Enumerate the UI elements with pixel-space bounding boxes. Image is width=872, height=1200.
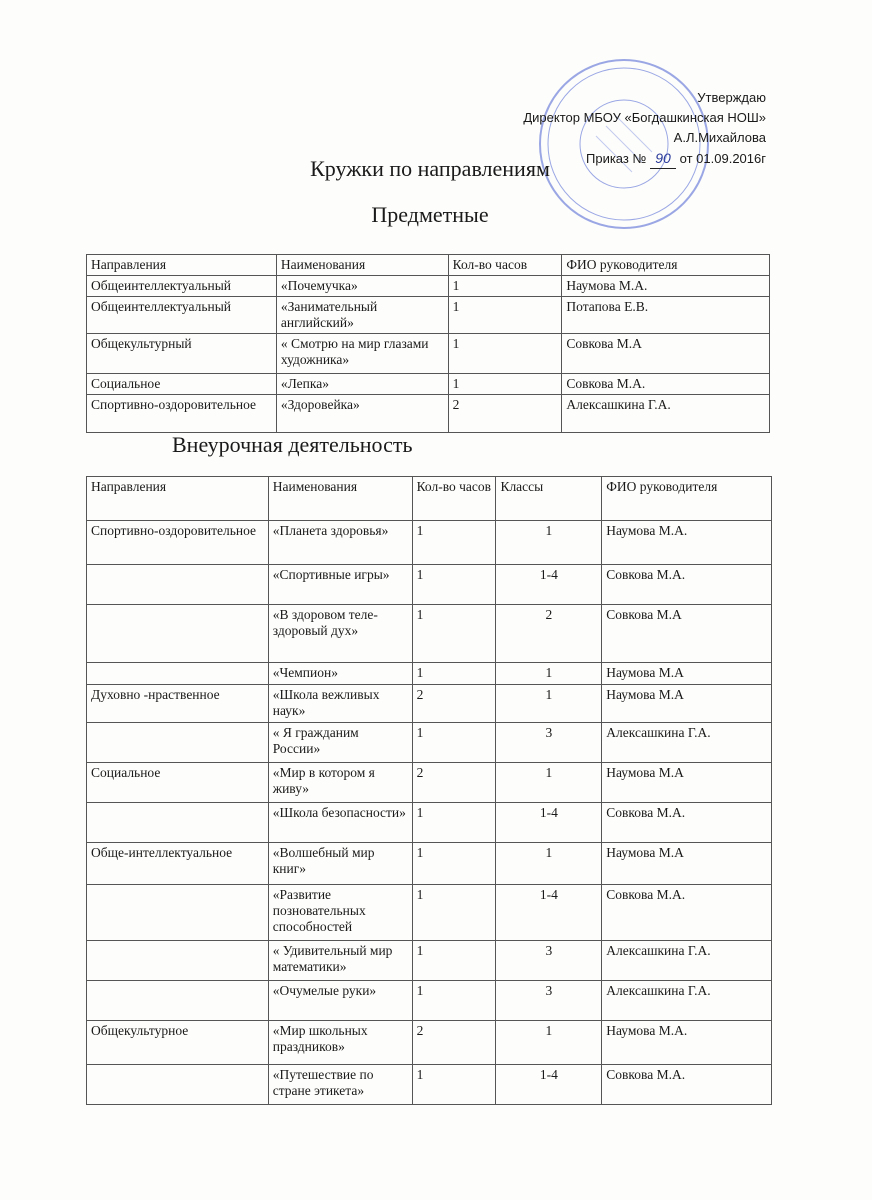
table-cell: Совкова М.А: [562, 334, 770, 374]
table-cell: « Я гражданим России»: [268, 723, 412, 763]
table-cell: Наумова М.А: [602, 685, 772, 723]
table-row: [87, 941, 772, 981]
table-row: [87, 663, 772, 685]
table-row: [87, 763, 772, 803]
table-cell: «Чемпион»: [268, 663, 412, 685]
header-hours: Кол-во часов: [448, 255, 562, 276]
table-cell: Потапова Е.В.: [562, 297, 770, 334]
approval-line-3: А.Л.Михайлова: [673, 130, 766, 145]
table-cell: Совкова М.А.: [562, 374, 770, 395]
table-cell: Алексашкина Г.А.: [602, 981, 772, 1021]
table-cell: 2: [496, 605, 602, 663]
table-row: [87, 374, 770, 395]
table-row: [87, 297, 770, 334]
table-cell: Совкова М.А.: [602, 803, 772, 843]
table-cell: 1: [412, 605, 496, 663]
table-cell: Социальное: [87, 374, 277, 395]
header-leader: ФИО руководителя: [602, 477, 772, 521]
table-cell: 1: [412, 663, 496, 685]
table-cell: [87, 941, 269, 981]
table-row: [87, 843, 772, 885]
table-cell: Совкова М.А.: [602, 565, 772, 605]
table-cell: Алексашкина Г.А.: [562, 395, 770, 433]
table-cell: Спортивно-оздоровительное: [87, 395, 277, 433]
table-row: [87, 565, 772, 605]
header-leader: ФИО руководителя: [562, 255, 770, 276]
table-row: [87, 605, 772, 663]
header-direction: Направления: [87, 255, 277, 276]
table-row: [87, 1065, 772, 1105]
table-cell: «Мир школьных праздников»: [268, 1021, 412, 1065]
table-cell: 1: [412, 843, 496, 885]
table-cell: 1: [496, 843, 602, 885]
table-cell: «Путешествие по стране этикета»: [268, 1065, 412, 1105]
table-cell: 1-4: [496, 885, 602, 941]
table-cell: 1: [412, 521, 496, 565]
approval-line-1: Утверждаю: [697, 90, 766, 105]
table-cell: 1: [448, 276, 562, 297]
table-cell: 1: [448, 334, 562, 374]
header-hours: Кол-во часов: [412, 477, 496, 521]
table-cell: «В здоровом теле-здоровый дух»: [268, 605, 412, 663]
table-cell: Наумова М.А.: [602, 1021, 772, 1065]
table-cell: 1: [496, 763, 602, 803]
approval-line-2: Директор МБОУ «Богдашкинская НОШ»: [523, 110, 766, 125]
table-cell: 1: [412, 803, 496, 843]
table-cell: 1: [412, 565, 496, 605]
table-cell: 3: [496, 941, 602, 981]
table-cell: [87, 663, 269, 685]
table-cell: 1-4: [496, 1065, 602, 1105]
table-cell: Совкова М.А: [602, 605, 772, 663]
table-header-row: [87, 255, 770, 276]
table-row: [87, 981, 772, 1021]
section-title-extracurricular: Внеурочная деятельность: [172, 432, 413, 457]
table-cell: 1: [448, 374, 562, 395]
table-cell: «Планета здоровья»: [268, 521, 412, 565]
table-cell: [87, 885, 269, 941]
table-cell: [87, 803, 269, 843]
table-cell: « Удивительный мир математики»: [268, 941, 412, 981]
table-cell: Совкова М.А.: [602, 1065, 772, 1105]
table-cell: Наумова М.А: [602, 763, 772, 803]
extracurricular-table: [86, 476, 772, 1105]
table-cell: 2: [412, 763, 496, 803]
table-cell: Спортивно-оздоровительное: [87, 521, 269, 565]
table-cell: 2: [412, 685, 496, 723]
table-cell: Наумова М.А.: [562, 276, 770, 297]
header-direction: Направления: [87, 477, 269, 521]
header-name: Наименования: [268, 477, 412, 521]
table-cell: «Спортивные игры»: [268, 565, 412, 605]
table-cell: «Лепка»: [276, 374, 448, 395]
header-grades: Классы: [496, 477, 602, 521]
table-cell: 1: [412, 981, 496, 1021]
page-title: Кружки по направлениям: [310, 156, 550, 181]
table-cell: «Школа безопасности»: [268, 803, 412, 843]
table-cell: Алексашкина Г.А.: [602, 941, 772, 981]
table-cell: 3: [496, 981, 602, 1021]
table-cell: Общекультурное: [87, 1021, 269, 1065]
table-row: [87, 521, 772, 565]
table-cell: Совкова М.А.: [602, 885, 772, 941]
table-cell: Духовно -нраственное: [87, 685, 269, 723]
header-name: Наименования: [276, 255, 448, 276]
table-cell: «Здоровейка»: [276, 395, 448, 433]
table-row: [87, 1021, 772, 1065]
table-cell: 1-4: [496, 565, 602, 605]
table-cell: Общекультурный: [87, 334, 277, 374]
table-cell: [87, 723, 269, 763]
table-cell: 1: [496, 663, 602, 685]
table-row: [87, 803, 772, 843]
table-cell: Обще-интеллектуальное: [87, 843, 269, 885]
table-cell: 1: [496, 685, 602, 723]
table-cell: 1: [496, 1021, 602, 1065]
table-cell: Алексашкина Г.А.: [602, 723, 772, 763]
table-cell: «Развитие позновательных способностей: [268, 885, 412, 941]
table-cell: Наумова М.А.: [602, 521, 772, 565]
table-cell: [87, 565, 269, 605]
table-cell: «Волшебный мир книг»: [268, 843, 412, 885]
table-cell: «Мир в котором я живу»: [268, 763, 412, 803]
subject-clubs-table: [86, 254, 770, 433]
order-number: 90: [650, 148, 676, 169]
table-cell: 1-4: [496, 803, 602, 843]
table-cell: Наумова М.А: [602, 843, 772, 885]
table-cell: [87, 981, 269, 1021]
table-row: [87, 685, 772, 723]
table-cell: [87, 1065, 269, 1105]
table-header-row: [87, 477, 772, 521]
table-cell: «Школа вежливых наук»: [268, 685, 412, 723]
table-cell: 2: [448, 395, 562, 433]
table-row: [87, 276, 770, 297]
table-row: [87, 395, 770, 433]
table-cell: « Смотрю на мир глазами художника»: [276, 334, 448, 374]
table-row: [87, 334, 770, 374]
order-prefix: Приказ №: [586, 151, 647, 166]
table-cell: 1: [448, 297, 562, 334]
table-cell: 1: [412, 941, 496, 981]
table-cell: [87, 605, 269, 663]
table-cell: 1: [412, 723, 496, 763]
table-cell: «Почемучка»: [276, 276, 448, 297]
order-suffix: от 01.09.2016г: [679, 151, 766, 166]
table-cell: Общеинтеллектуальный: [87, 297, 277, 334]
table-cell: 1: [412, 885, 496, 941]
table-cell: 2: [412, 1021, 496, 1065]
section-title-subject: Предметные: [371, 202, 489, 227]
table-cell: «Очумелые руки»: [268, 981, 412, 1021]
table-cell: 1: [496, 521, 602, 565]
table-cell: 1: [412, 1065, 496, 1105]
table-cell: Наумова М.А: [602, 663, 772, 685]
table-cell: «Занимательный английский»: [276, 297, 448, 334]
table-row: [87, 723, 772, 763]
table-cell: Общеинтеллектуальный: [87, 276, 277, 297]
table-row: [87, 885, 772, 941]
table-cell: 3: [496, 723, 602, 763]
table-cell: Социальное: [87, 763, 269, 803]
